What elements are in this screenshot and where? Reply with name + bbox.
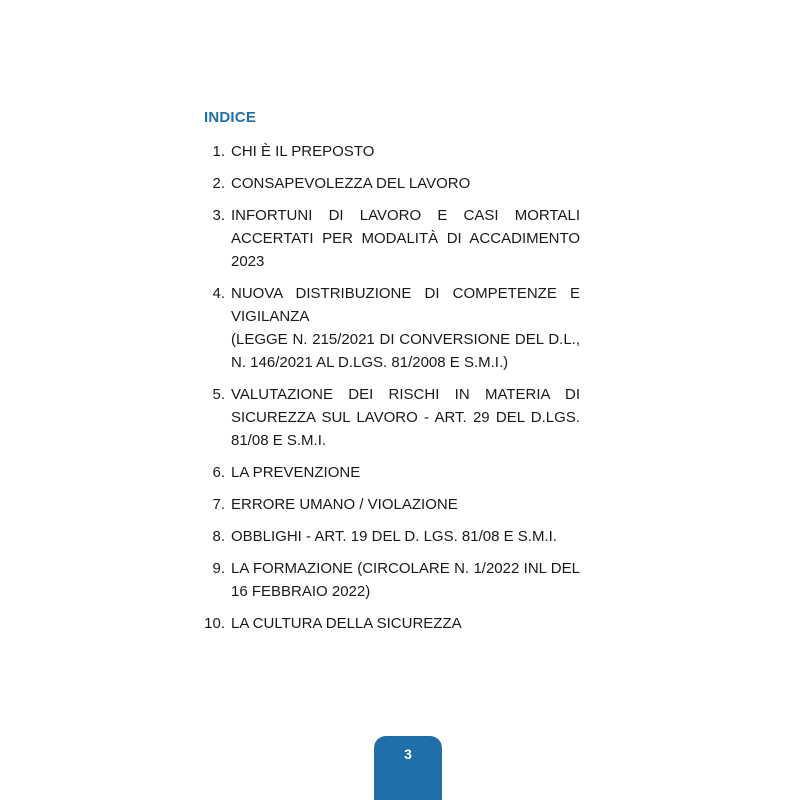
toc-item-4: [200, 282, 580, 374]
toc-item-title: [231, 140, 580, 163]
toc-item-9: [200, 557, 580, 603]
toc-item-title: [231, 383, 580, 452]
page-number: 3: [404, 746, 412, 762]
toc-item-line: ERRORE UMANO / VIOLAZIONE: [231, 496, 458, 513]
toc-item-number: 7.: [212, 496, 225, 513]
toc-item-number: 3.: [212, 207, 225, 224]
toc-item-number: 5.: [212, 386, 225, 403]
toc-item-8: [200, 525, 580, 548]
toc-item-line: OBBLIGHI - ART. 19 DEL D. LGS. 81/08 E S.M.I.: [231, 528, 557, 545]
page-number-tab: [374, 736, 442, 800]
toc-item-number: 8.: [212, 528, 225, 545]
toc-item-3: [200, 204, 580, 273]
toc-item-number: 9.: [212, 560, 225, 577]
toc-item-6: [200, 461, 580, 484]
toc-item-number: 2.: [212, 175, 225, 192]
toc-item-title: [231, 493, 580, 516]
toc-item-line: NUOVA DISTRIBUZIONE DI COMPETENZE E VIGILANZA: [231, 285, 580, 325]
toc-item-title: [231, 204, 580, 273]
toc-item-5: [200, 383, 580, 452]
toc-item-title: [231, 557, 580, 603]
toc-item-number: 10.: [204, 615, 225, 632]
toc-item-line: LA PREVENZIONE: [231, 464, 361, 481]
toc-item-10: [200, 612, 580, 635]
toc-item-2: [200, 172, 580, 195]
toc-item-number: 6.: [212, 464, 225, 481]
toc-item-line: LA CULTURA DELLA SICUREZZA: [231, 615, 462, 632]
toc-item-1: [200, 140, 580, 163]
toc-item-line: LA FORMAZIONE (CIRCOLARE N. 1/2022 INL DEL 16 FEBBRAIO 2022): [231, 560, 580, 600]
toc-item-title: [231, 461, 580, 484]
toc-item-title: [231, 525, 580, 548]
toc-item-subtitle: (LEGGE N. 215/2021 DI CONVERSIONE DEL D.L., N. 146/2021 AL D.LGS. 81/2008 E S.M.I.): [231, 331, 580, 371]
toc-item-line: INFORTUNI DI LAVORO E CASI MORTALI ACCERTATI PER MODALITÀ DI ACCADIMENTO 2023: [231, 207, 580, 270]
toc-item-7: [200, 493, 580, 516]
toc-item-number: 4.: [212, 285, 225, 302]
table-of-contents: [200, 140, 580, 644]
toc-item-line: CHI È IL PREPOSTO: [231, 143, 375, 160]
toc-item-line: VALUTAZIONE DEI RISCHI IN MATERIA DI SICUREZZA SUL LAVORO - ART. 29 DEL D.LGS. 81/08 E S.M.I.: [231, 386, 580, 449]
toc-item-title: [231, 282, 580, 374]
toc-item-title: [231, 172, 580, 195]
toc-item-title: [231, 612, 580, 635]
toc-item-number: 1.: [212, 143, 225, 160]
index-heading: INDICE: [204, 109, 257, 126]
toc-item-line: CONSAPEVOLEZZA DEL LAVORO: [231, 175, 471, 192]
